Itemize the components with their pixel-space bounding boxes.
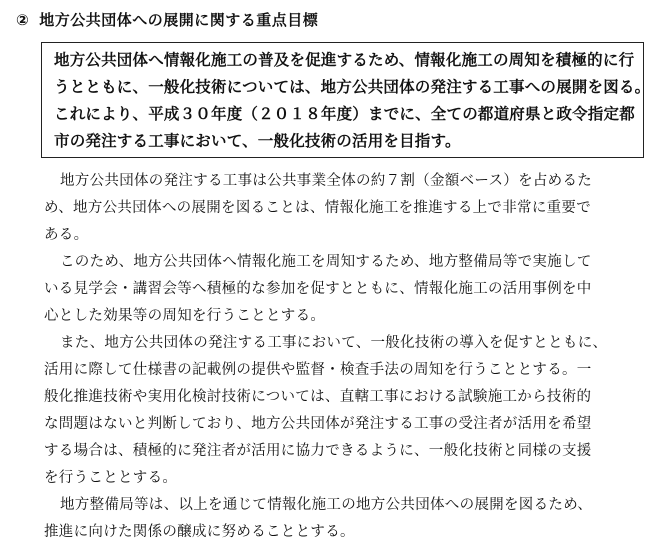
goal-box-line: これにより、平成３０年度（２０１８年度）までに、全ての都道府県と政令指定都 bbox=[54, 105, 635, 123]
paragraph-line: 般化推進技術や実用化検討技術については、直轄工事における試験施工から技術的 bbox=[44, 389, 592, 405]
paragraph-3 bbox=[44, 330, 654, 492]
section-number: ② bbox=[16, 11, 30, 29]
paragraph-1 bbox=[44, 168, 654, 249]
section-title: 地方公共団体への展開に関する重点目標 bbox=[39, 11, 319, 29]
goal-box-line: 地方公共団体へ情報化施工の普及を促進するため、情報化施工の周知を積極的に行 bbox=[54, 51, 635, 69]
body-text bbox=[44, 168, 654, 546]
paragraph-2 bbox=[44, 249, 654, 330]
goal-box-line: うとともに、一般化技術については、地方公共団体の発注する工事への展開を図る。 bbox=[54, 78, 651, 96]
paragraph-line: 推進に向けた関係の醸成に努めることとする。 bbox=[44, 524, 355, 540]
paragraph-line: め、地方公共団体への展開を図ることは、情報化施工を推進する上で非常に重要で bbox=[44, 200, 592, 216]
paragraph-line: 心とした効果等の周知を行うこととする。 bbox=[44, 308, 326, 324]
section-heading bbox=[16, 9, 318, 30]
paragraph-line: 地方整備局等は、以上を通じて情報化施工の地方公共団体への展開を図るため、 bbox=[60, 497, 593, 513]
paragraph-4 bbox=[44, 492, 654, 546]
paragraph-line: いる見学会・講習会等へ積極的な参加を促すとともに、情報化施工の活用事例を中 bbox=[44, 281, 592, 297]
paragraph-line: また、地方公共団体の発注する工事において、一般化技術の導入を促すとともに、 bbox=[60, 335, 608, 351]
paragraph-line: な問題はないと判断しており、地方公共団体が発注する工事の受注者が活用を希望 bbox=[44, 416, 592, 432]
paragraph-line: を行うこととする。 bbox=[44, 470, 178, 486]
paragraph-line: ある。 bbox=[44, 227, 89, 243]
goal-box-line: 市の発注する工事において、一般化技術の活用を目指す。 bbox=[54, 132, 461, 150]
goal-box bbox=[41, 42, 651, 158]
paragraph-line: このため、地方公共団体へ情報化施工を周知するため、地方整備局等で実施して bbox=[60, 254, 592, 270]
paragraph-line: する場合は、積極的に発注者が活用に協力できるように、一般化技術と同様の支援 bbox=[44, 443, 592, 459]
paragraph-line: 活用に際して仕様書の記載例の提供や監督・検査手法の周知を行うこととする。一 bbox=[44, 362, 592, 378]
paragraph-line: 地方公共団体の発注する工事は公共事業全体の約７割（金額ベース）を占めるた bbox=[60, 173, 593, 189]
